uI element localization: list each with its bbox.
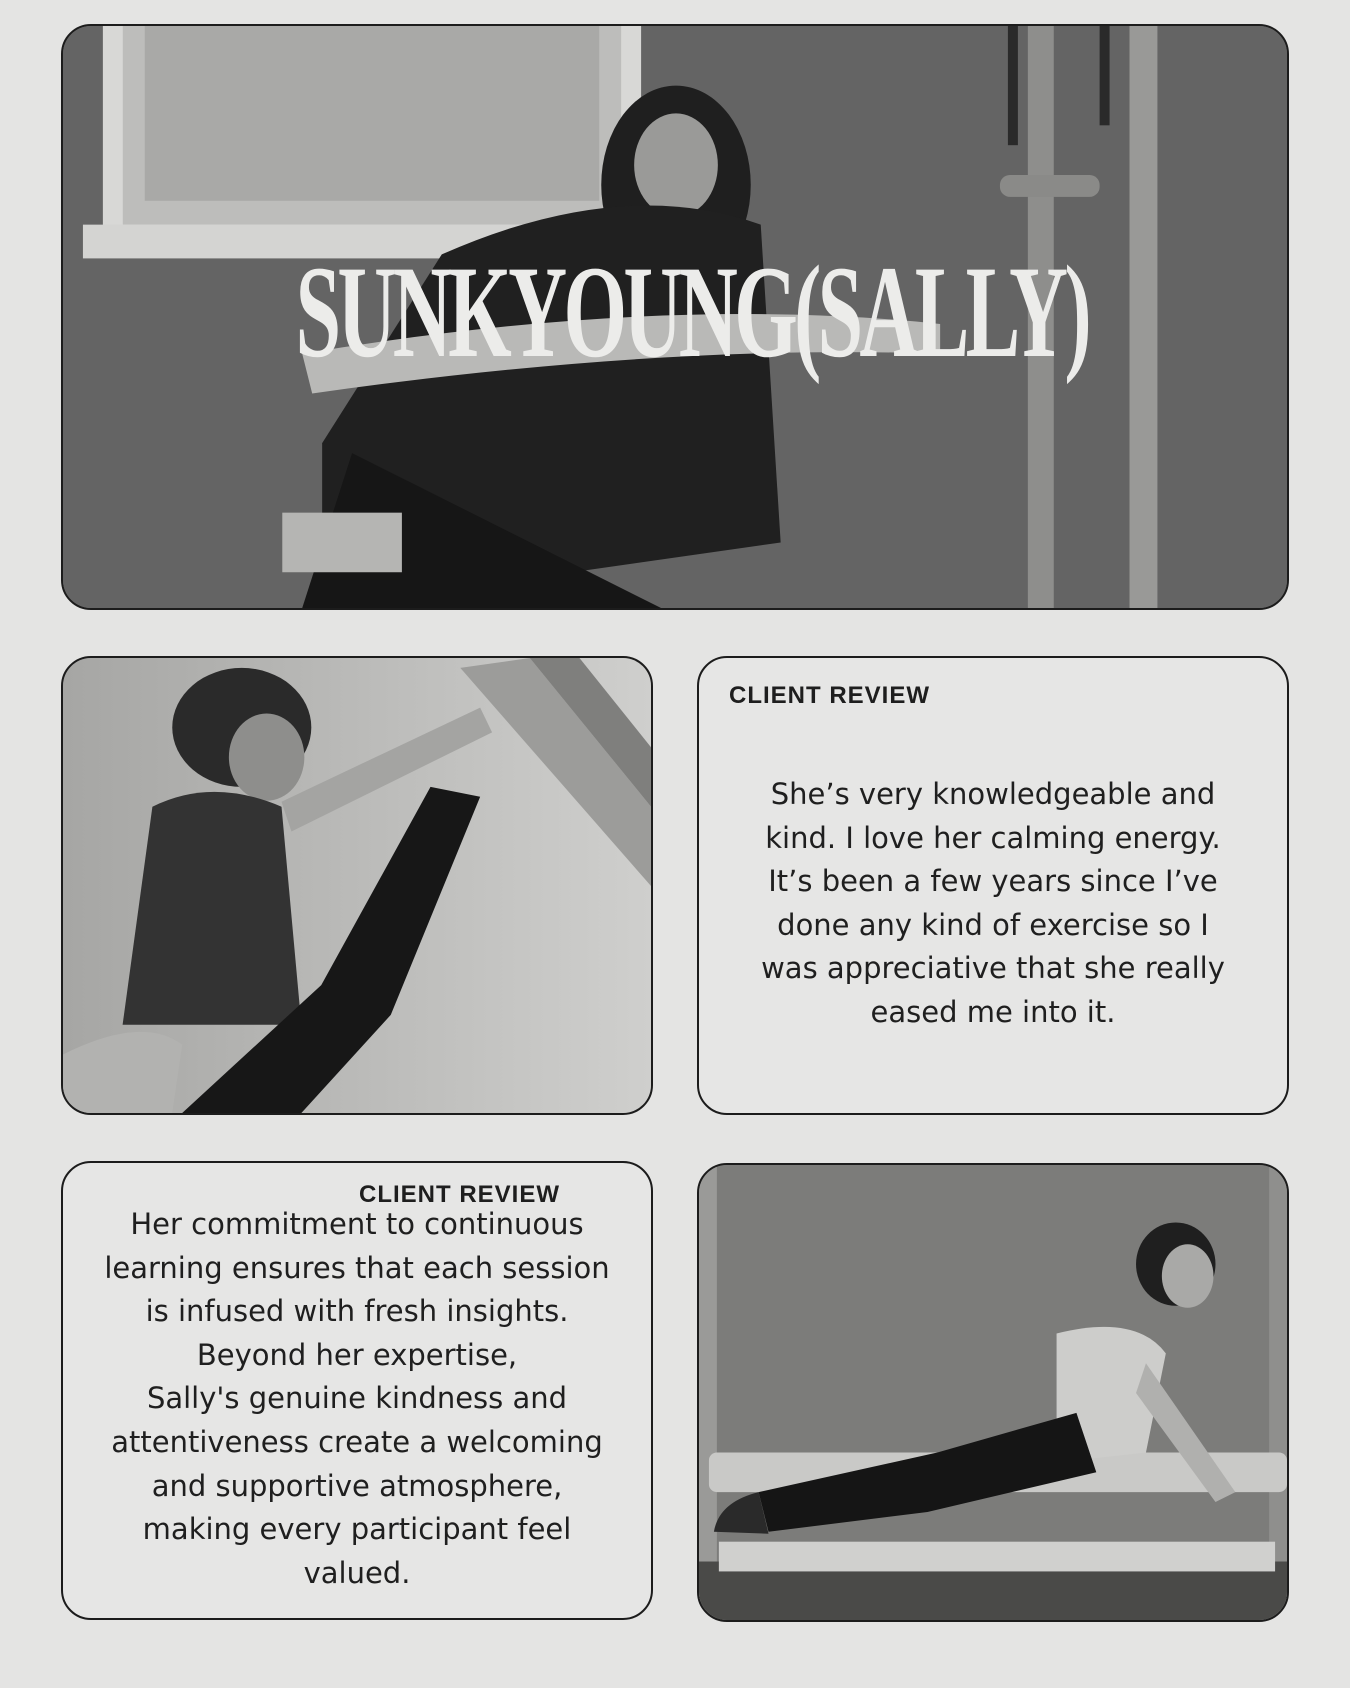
- reformer-photo: [699, 1165, 1287, 1620]
- hero-title: SUNKYOUNG(SALLY): [295, 238, 1088, 385]
- client-review-text: Her commitment to continuous learning ensures that each session is infused with fresh insights. Beyond her expertise, Sally's genuine kindness and attentiveness create a welcoming and supportive atmosphere, making every participant feel valued.: [104, 1207, 610, 1590]
- stretch-photo-card: [61, 656, 653, 1115]
- client-review-text: She’s very knowledgeable and kind. I love her calming energy. It’s been a few years since I’ve done any kind of exercise so I was appreciative that she really eased me into it.: [761, 777, 1225, 1029]
- client-review-card-2: [61, 1161, 653, 1620]
- stretch-photo: [63, 658, 651, 1113]
- client-review-label: CLIENT REVIEW: [359, 1181, 561, 1208]
- reformer-photo-card: [697, 1163, 1289, 1622]
- client-review-label: CLIENT REVIEW: [729, 682, 931, 709]
- hero-photo-card: [61, 24, 1289, 610]
- client-review-card-1: [697, 656, 1289, 1115]
